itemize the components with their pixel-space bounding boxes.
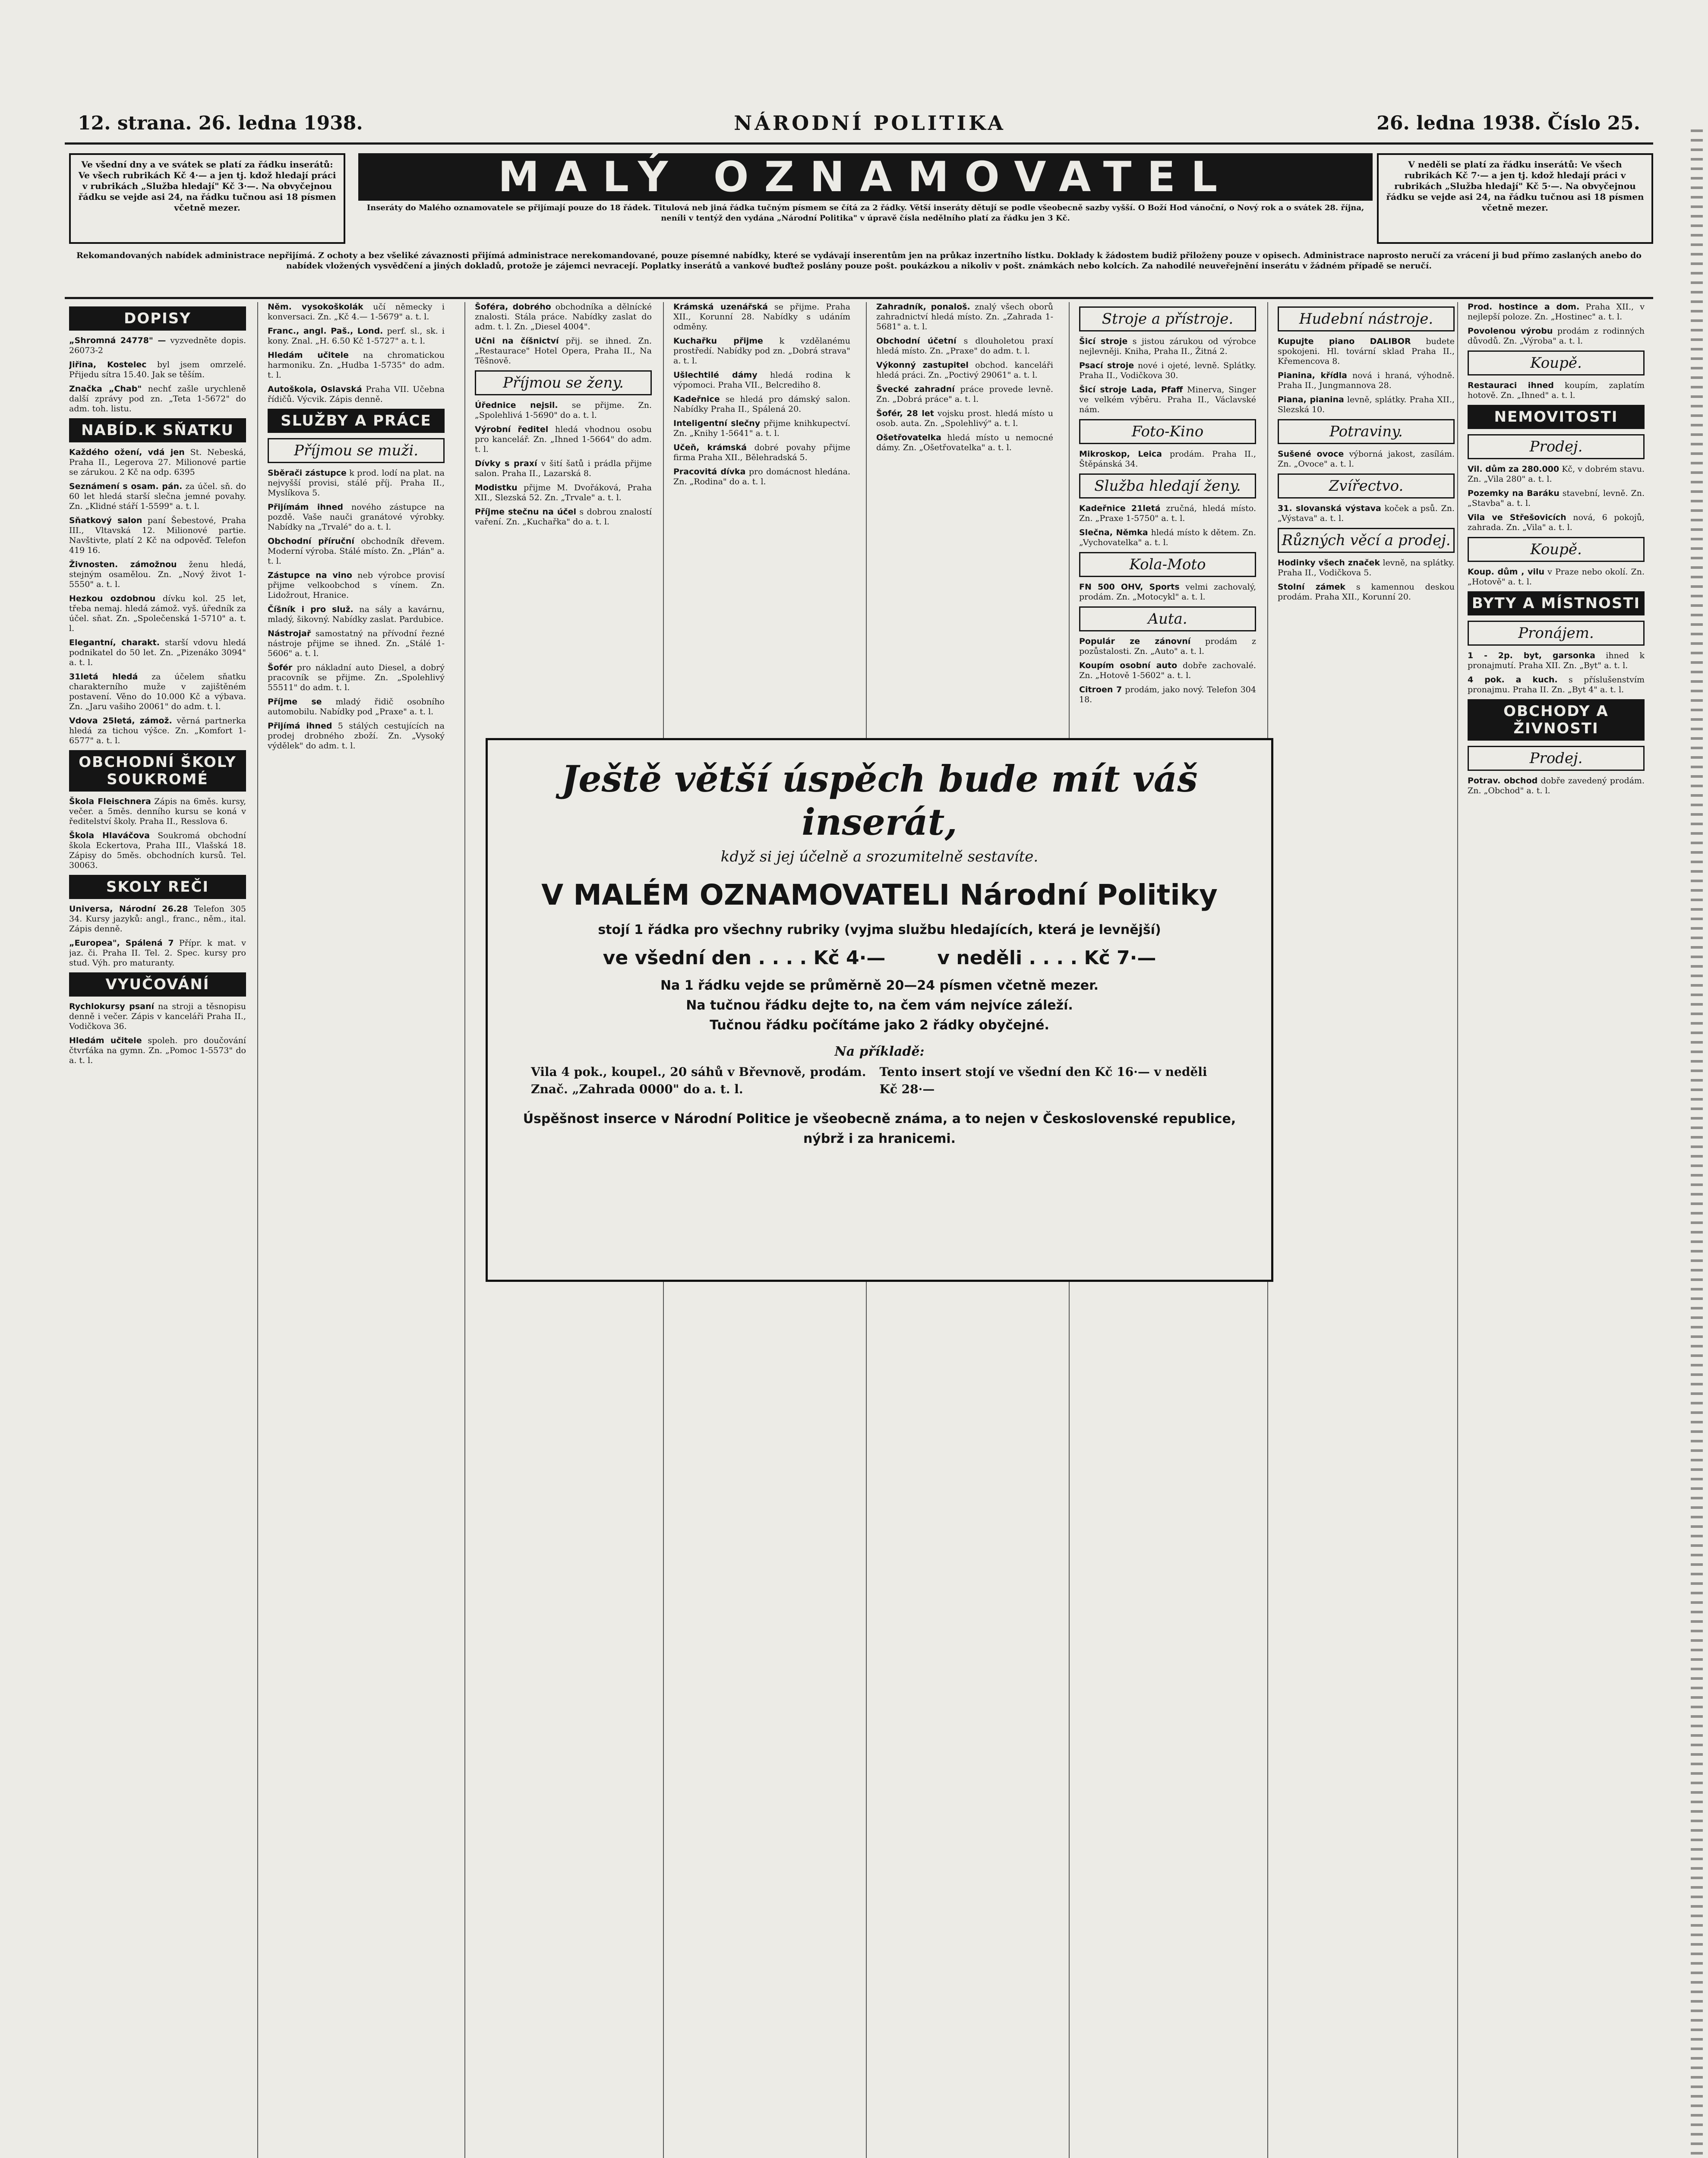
ad-text: St. Nebeská, Praha II., Legerova 27. Milionové partie se zárukou. 2 Kč na odp. 6395 [69,448,246,477]
promo-subheadline: když si jej účelně a srozumitelně sestavíte. [720,848,1039,865]
classified-ad [1278,337,1455,366]
ad-headline: Jiřina, Kostelec [69,360,147,369]
classified-ad [69,1002,246,1032]
classified-ad [1468,381,1645,401]
ad-headline: Sběrači zástupce [268,468,347,478]
classified-ad [69,594,246,634]
rubric-heading: Auta. [1079,606,1256,631]
ad-headline: Každého ožení, vdá jen [69,448,185,457]
classified-ad [1278,558,1455,578]
ad-headline: Rychlokursy psaní [69,1002,155,1011]
ad-text: nová i hraná, výhodně. Praha II., Jungmannova 28. [1278,371,1455,390]
ad-text: dobré povahy přijme firma Praha XII., Bělehradská 5. [673,443,850,462]
classified-ad [1468,651,1645,671]
ad-text: věrná partnerka hledá za tichou výšce. Zn. „Komfort 1-6577" a. t. l. [69,716,246,745]
ad-headline: 1 - 2p. byt, garsonka [1468,651,1595,660]
classified-ad [268,350,445,380]
ad-headline: Pozemky na Baráku [1468,489,1560,498]
ad-headline: Slečna, Němka [1079,528,1148,537]
ad-headline: Zahradník, ponaloš. [876,302,970,312]
classified-ad [1468,513,1645,533]
ad-text: levně, na splátky. Praha II., Vodičkova 5. [1278,558,1455,577]
ad-text: zručná, hledá místo. Zn. „Praxe 1-5750" a. t. l. [1079,504,1256,523]
ad-text: na sály a kavárnu, mladý, šikovný. Nabídky zaslat. Pardubice. [268,605,445,624]
ad-text: spoleh. pro doučování čtvrťáka na gymn. Zn. „Pomoc 1-5573" do a. t. l. [69,1036,246,1065]
classified-ad [475,507,652,527]
classified-ad [69,560,246,590]
ad-text: přijme knihkupectví. Zn. „Knihy 1-5641" a. t. l. [673,419,850,438]
notice-rule [65,297,1653,299]
rubric-heading: Prodej. [1468,434,1645,459]
ad-text: hledá vhodnou osobu pro kancelář. Zn. „Ihned 1-5664" do adm. t. l. [475,425,652,454]
classified-ad [876,385,1053,404]
ad-text: prodám z pozůstalosti. Zn. „Auto" a. t. l. [1079,637,1256,656]
ad-headline: Vila ve Střešovicích [1468,513,1566,522]
classified-ad [876,433,1053,453]
ad-text: hledá místo k dětem. Zn. „Vychovatelka" a. t. l. [1079,528,1256,547]
ad-text: vojsku prost. hledá místo u osob. auta. Zn. „Spolehlivý" a. t. l. [876,409,1053,428]
classified-ad [475,401,652,420]
classified-ad [876,336,1053,356]
classified-ad [1468,464,1645,484]
ad-headline: Pracovitá dívka [673,467,746,476]
ad-column [268,302,445,2158]
ad-headline: „Shromná 24778" — [69,336,166,345]
promo-line: stojí 1 řádka pro všechny rubriky (vyjma službu hledajících, která je levnější) [598,922,1161,937]
ad-text: stavební, levně. Zn. „Stavba" a. t. l. [1468,489,1645,508]
ad-headline: Modistku [475,483,518,492]
newspaper-title: NÁRODNÍ POLITIKA [734,111,1006,135]
classified-ad [1079,361,1256,381]
ad-headline: Nástrojař [268,629,311,638]
ad-headline: Citroen 7 [1079,685,1122,694]
ad-headline: Příjme stečnu na účel [475,507,577,517]
ad-headline: 31letá hledá [69,672,138,681]
promo-title: V MALÉM OZNAMOVATELI Národní Politiky [541,878,1218,912]
classified-ad [1468,302,1645,322]
ad-headline: Učeň, krámská [673,443,747,452]
ad-text: pro nákladní auto Diesel, a dobrý pracovník se přijme. Zn. „Spolehlivý 55511" do adm. t. l. [268,663,445,692]
rubric-heading: DOPISY [69,306,246,331]
ad-headline: 31. slovanská výstava [1278,504,1381,513]
classified-ad [1079,685,1256,705]
ad-text: s dobrou znalostí vaření. Zn. „Kuchařka" do a. t. l. [475,507,652,527]
classified-ad [673,419,850,439]
ad-text: přij. se ihned. Zn. „Restaurace" Hotel Opera, Praha II., Na Těšnově. [475,336,652,366]
rubric-heading: Pronájem. [1468,621,1645,646]
promo-line: Tučnou řádku počítáme jako 2 řádky obyčejné. [710,1018,1049,1033]
classified-ad [475,302,652,332]
classified-ad [268,697,445,717]
ad-text: obchod. kanceláři hledá práci. Zn. „Poctivý 29061" a. t. l. [876,360,1053,380]
example-price: Tento insert stojí ve všední den Kč 16·— v neděli Kč 28·— [879,1065,1207,1096]
ad-headline: Hodinky všech značek [1278,558,1380,568]
ad-text: dívku kol. 25 let, třeba nemaj. hledá zámož. vyš. úředník za účel. sňat. Zn. „Společenská 1-5710" a. t. l. [69,594,246,633]
rubric-heading: NABÍD.K SŇATKU [69,418,246,442]
ad-text: paní Šebestové, Praha III., Vltavská 12. Milionové partie. Navštivte, platí 2 Kč na odpověď. Telefon 419 16. [69,516,246,555]
ad-text: prodám. Praha II., Štěpánská 34. [1079,449,1256,469]
classified-ad [268,385,445,404]
ad-text: Přípr. k mat. v jaz. či. Praha II. Tel. 2. Spec. kursy pro stud. Výh. pro maturanty. [69,938,246,968]
ad-headline: Obchodní účetní [876,336,957,346]
ad-text: hledá místo u nemocné dámy. Zn. „Ošetřovatelka" a. t. l. [876,433,1053,452]
rubric-heading: Foto-Kino [1079,419,1256,444]
classified-ad [268,302,445,322]
classified-ad [268,536,445,566]
classified-ad [1278,371,1455,391]
ad-headline: Příjme se [268,697,322,707]
ad-headline: Povolenou výrobu [1468,326,1553,336]
issue-date-number: 26. ledna 1938. Číslo 25. [1377,112,1640,134]
ad-headline: FN 500 OHV, Sports [1079,582,1180,592]
column-rule [1457,302,1458,2158]
ad-headline: Psací stroje [1079,361,1134,370]
ad-text: znalý všech oborů zahradnictví hledá místo. Zn. „Zahrada 1-5681" a. t. l. [876,302,1053,331]
classified-ad [876,409,1053,429]
classified-ad [69,1036,246,1066]
ad-headline: Prod. hostince a dom. [1468,302,1580,312]
ad-headline: Kuchařku přijme [673,336,763,346]
classified-ad [1468,776,1645,796]
classified-ad [268,571,445,600]
ad-headline: Vil. dům za 280.000 [1468,464,1560,474]
ad-text: neb výrobce provisí přijme velkoobchod s vínem. Zn. Lidožrout, Hranice. [268,571,445,600]
promo-headline: Ještě větší úspěch bude mít váš inserát, [561,757,1198,843]
classified-ad [1079,582,1256,602]
ad-text: nového zástupce na pozdě. Vaše nauči granátové výrobky. Nabídky na „Trvalé" do a. t. l. [268,502,445,532]
ad-text: s příslušenstvím pronajmu. Praha II. Zn. „Byt 4" a. t. l. [1468,675,1645,694]
rubric-heading: Koupě. [1468,537,1645,562]
ad-text: prodám, jako nový. Telefon 304 18. [1079,685,1256,704]
ad-headline: Pianina, křídla [1278,371,1347,380]
classified-ad [69,672,246,712]
ad-headline: Kupujte piano DALIBOR [1278,337,1411,346]
column-rule [464,302,465,2158]
classified-ad [69,336,246,356]
classified-ad [69,831,246,871]
ear-right: V neděli se platí za řádku inserátů: Ve všech rubrikách Kč 7·— a jen tj. kdož hledají práci v rubrikách „Služba hledají" Kč 5·—. Na obvyčejnou řádku se vejde asi 24, na řádku tučnou asi 18 písmen včetně mezer. [1377,153,1653,244]
ad-text: práce provede levně. Zn. „Dobrá práce" a. t. l. [876,385,1053,404]
ad-text: hledá rodina k výpomoci. Praha VII., Belcrediho 8. [673,370,850,390]
section-masthead: MALÝ OZNAMOVATEL [358,153,1373,201]
ad-text: ihned k pronajmutí. Praha XII. Zn. „Byt" a. t. l. [1468,651,1645,670]
ad-text: budete spokojeni. Hl. tovární sklad Praha II., Křemencova 8. [1278,337,1455,366]
rubric-heading: VYUČOVÁNÍ [69,972,246,997]
ad-headline: Úřednice nejsil. [475,401,558,410]
classified-ad [268,721,445,751]
ad-headline: Koupím osobní auto [1079,661,1178,670]
classified-ad [268,605,445,625]
rubric-heading: OBCHODNÍ ŠKOLY SOUKROMÉ [69,750,246,792]
rubric-heading: Příjmou se muži. [268,438,445,463]
rubric-heading: Stroje a přístroje. [1079,306,1256,331]
ad-column [69,302,246,2158]
classified-ad [69,448,246,477]
ad-headline: Universa, Národní 26.28 [69,904,188,914]
ad-headline: Restauraci ihned [1468,381,1554,390]
price-sunday: v neděli . . . . Kč 7·— [937,947,1156,969]
classified-ad [673,336,850,366]
classified-ad [475,459,652,479]
classified-ad [69,482,246,511]
rubric-heading: Prodej. [1468,746,1645,771]
classified-ad [268,326,445,346]
ad-text: se přijme. Praha XII., Korunní 28. Nabídky s udáním odměny. [673,302,850,331]
ad-text: s dlouholetou praxí hledá místo. Zn. „Praxe" do adm. t. l. [876,336,1053,356]
ad-text: koček a psů. Zn. „Výstava" a. t. l. [1278,504,1455,523]
ad-text: koupím, zaplatím hotově. Zn. „Ihned" a. t. l. [1468,381,1645,400]
ad-headline: Hezkou ozdobnou [69,594,156,603]
example-ad: Vila 4 pok., koupel., 20 sáhů v Břevnově, prodám. Znač. „Zahrada 0000" do a. t. l. [531,1065,866,1096]
masthead-rules-text: Inseráty do Malého oznamovatele se přijímají pouze do 18 řádek. Titulová neb jiná řádka tučným písmem se čítá za 2 řádky. Větší inseráty dětují se podle všeobecně sazby vyšší. O Boží Hod vánoční, o Nový rok a o svátek 28. října, neníli v tentýž den vydána „Národní Politika" v úpravě čísla nedělního platí za řádku jen 3 Kč. [366,203,1364,223]
ad-text: samostatný na přívodní řezné nástroje přijme se ihned. Zn. „Stálé 1-5606" a. t. l. [268,629,445,658]
ad-text: dobře zavedený prodám. Zn. „Obchod" a. t. l. [1468,776,1645,795]
classified-ad [69,638,246,668]
promo-line: Na tučnou řádku dejte to, na čem vám nejvíce záleží. [686,998,1073,1013]
rubric-heading: Zvířectvo. [1278,473,1455,498]
classified-ad [1278,582,1455,602]
rubric-heading: Kola-Moto [1079,552,1256,577]
rubric-heading: Služba hledají ženy. [1079,473,1256,498]
classified-ad [69,360,246,380]
ad-headline: Zástupce na vino [268,571,352,580]
ad-text: perf. sl., sk. i kony. Znal. „H. 6.50 Kč 1-5727" a. t. l. [268,326,445,346]
classified-ad [1079,449,1256,469]
rubric-heading: Hudební nástroje. [1278,306,1455,331]
ad-text: nechť zašle urychleně další zprávy pod zn. „Teta 1-5672" do adm. toh. listu. [69,384,246,413]
ad-headline: Šicí stroje Lada, Pfaff [1079,385,1183,394]
ad-headline: Stolní zámek [1278,582,1346,592]
classified-ad [268,502,445,532]
ad-text: byl jsem omrzelé. Přijedu sítra 15.40. Jak se těším. [69,360,246,379]
ad-headline: Sušené ovoce [1278,449,1344,459]
classified-ad [1079,504,1256,524]
classified-ad [69,716,246,746]
ad-headline: Škola Fleischnera [69,797,151,806]
ad-headline: Přijímá ihned [268,721,332,731]
classified-ad [1468,326,1645,346]
rubric-heading: Potraviny. [1278,419,1455,444]
ad-text: velmi zachovalý, prodám. Zn. „Motocykl" a. t. l. [1079,582,1256,602]
ad-headline: Něm. vysokoškolák [268,302,363,312]
ear-left: Ve všední dny a ve svátek se platí za řádku inserátů: Ve všech rubrikách Kč 4·— a jen tj. kdož hledají práci v rubrikách „Služba hledají" Kč 3·—. Na obvyčejnou řádku se vejde asi 24, na řádku tučnou asi 18 písmen včetně mezer. [69,153,345,244]
ad-headline: Mikroskop, Leica [1079,449,1162,459]
ad-headline: Franc., angl. Paš., Lond. [268,326,383,336]
ad-headline: Autoškola, Oslavská [268,385,362,394]
classified-ad [475,483,652,503]
ad-headline: Hledám učitele [268,350,349,360]
classified-ad [1079,661,1256,681]
ad-headline: Populár ze zánovní [1079,637,1191,646]
classified-ad [69,516,246,555]
administration-notice: Rekomandovaných nabídek administrace nepřijímá. Z ochoty a bez všeliké závaznosti přijímá administrace nerekomandované, pouze písemné nabídky, které se vydávají inserentům jen na průkaz inzertního lístku. Doklady k žádostem budiž přiloženy pouze v opisech. Administrace naprosto neručí za vrácení ji bud přímo zaslaných anebo do nabídek vložených vysvědčení a jiných dokladů, protože je zájemci nevracejí. Poplatky inserátů a vankové buďtež poslány pouze pošt. poukázkou a nikoliv v pošt. známkách nebo kolcích. Za nahodilé neuveřejnění inserátu v žádném případě se neručí. [76,251,1642,271]
rubric-heading: SLUŽBY A PRÁCE [268,409,445,433]
classified-ad [1079,637,1256,656]
ad-text: dobře zachovalé. Zn. „Hotově 1-5602" a. t. l. [1079,661,1256,680]
ad-headline: Šoféra, dobrého [475,302,551,312]
ad-headline: Kadeřnice 21letá [1079,504,1161,513]
running-head [78,108,1640,138]
ad-text: nová, 6 pokojů, zahrada. Zn. „Vila" a. t. l. [1468,513,1645,532]
ad-text: Praha XII., v nejlepší poloze. Zn. „Hostinec" a. t. l. [1468,302,1645,322]
column-rule [257,302,258,2158]
ad-headline: Číšník i pro služ. [268,605,354,614]
rubric-heading: Různých věcí a prodej. [1278,528,1455,553]
ad-text: starší vdovu hledá podnikatel do 50 let. Zn. „Pizenáko 3094" a. t. l. [69,638,246,667]
ad-headline: Učni na číšnictví [475,336,559,346]
ad-text: Kč, v dobrém stavu. Zn. „Vila 280" a. t. l. [1468,464,1645,484]
ad-headline: Krámská uzenářská [673,302,768,312]
ad-text: za účel. sň. do 60 let hledá starší slečna jemné povahy. Zn. „Klidné stáří 1-5599" a. t. l. [69,482,246,511]
rubric-heading: NEMOVITOSTI [1468,405,1645,429]
ad-text: pro domácnost hledána. Zn. „Rodina" do a. t. l. [673,467,850,486]
rubric-heading: Příjmou se ženy. [475,370,652,395]
ad-text: s jistou zárukou od výrobce nejlevněji. Kniha, Praha II., Žitná 2. [1079,337,1256,356]
classified-ad [1278,395,1455,415]
ad-text: s kamennou deskou prodám. Praha XII., Korunní 20. [1278,582,1455,602]
ad-headline: Koup. dům , vilu [1468,567,1544,577]
ad-headline: Sňatkový salon [69,516,142,525]
classified-ad [1468,567,1645,587]
ad-text: obchodník dřevem. Moderní výroba. Stálé místo. Zn. „Plán" a. t. l. [268,536,445,566]
ad-text: k vzdělanému prostředí. Nabídky pod zn. „Dobrá strava" a. t. l. [673,336,850,366]
ad-text: na stroji a těsnopisu denně i večer. Zápis v kanceláři Praha II., Vodičkova 36. [69,1002,246,1031]
classified-ad [69,384,246,414]
ad-text: obchodníka a dělnícké znalosti. Stála práce. Nabídky zaslat do adm. t. l. Zn. „Diesel 4004". [475,302,652,331]
price-weekday: ve všední den . . . . Kč 4·— [603,947,886,969]
classified-ad [268,468,445,498]
classified-ad [673,467,850,487]
ad-headline: Seznámení s osam. pán. [69,482,183,491]
promo-line: Na 1 řádku vejde se průměrně 20—24 písmen včetně mezer. [660,978,1099,993]
ad-text: Soukromá obchodní škola Eckertova, Praha III., Vlašská 18. Zápisy do 5měs. obchodních kursů. Tel. 30063. [69,831,246,870]
ad-text: Zápis na 6měs. kursy, večer. a 5měs. denního kursu se koná v ředitelství školy. Praha II., Resslova 6. [69,797,246,826]
example-heading: Na příkladě: [834,1044,925,1059]
ad-text: v šití šatů i prádla přijme salon. Praha II., Lazarská 8. [475,459,652,478]
ad-text: Telefon 305 34. Kursy jazyků: angl., franc., něm., ital. Zápis denně. [69,904,246,934]
ad-text: nové i ojeté, levně. Splátky. Praha II., Vodičkova 30. [1079,361,1256,380]
page-edge [1691,129,1703,2158]
ad-headline: Elegantní, charakt. [69,638,160,647]
classified-ad [876,360,1053,380]
ad-headline: Vdova 25letá, zámož. [69,716,172,726]
ad-headline: Piana, pianina [1278,395,1344,404]
ad-text: prodám z rodinných důvodů. Zn. „Výroba" a. t. l. [1468,326,1645,346]
ad-headline: Kadeřnice [673,394,720,404]
rubric-heading: BYTY A MÍSTNOSTI [1468,591,1645,615]
classified-ad [268,663,445,693]
ad-text: vyzvedněte dopis. 26073-2 [69,336,246,355]
classified-ad [876,302,1053,332]
ad-headline: Značka „Chab" [69,384,142,394]
ad-text: Minerva, Singer ve velkém výběru. Praha II., Václavské nám. [1079,385,1256,414]
rubric-heading: OBCHODY A ŽIVNOSTI [1468,699,1645,741]
ad-text: v Praze nebo okolí. Zn. „Hotově" a. t. l. [1468,567,1645,587]
ad-text: se přijme. Zn. „Spolehlivá 1-5690" do a. t. l. [475,401,652,420]
ad-text: za účelem sňatku charakterního muže v zajištěném postavení. Věno do 10.000 Kč a výbava. Zn. „Jaru vašiho 20061" do adm. t. l. [69,672,246,711]
ad-headline: Inteligentní slečny [673,419,761,428]
classified-ad [1079,385,1256,415]
ad-headline: Výkonný zastupitel [876,360,969,370]
ad-text: Praha VII. Učebna řídičů. Výcvik. Zápis denně. [268,385,445,404]
classified-ad [1079,337,1256,357]
ad-headline: Šofér, 28 let [876,409,934,418]
ad-headline: Šofér [268,663,293,672]
classified-ad [475,336,652,366]
header-rule [65,142,1653,145]
page-number-date: 12. strana. 26. ledna 1938. [78,112,363,134]
ad-text: na chromatickou harmoniku. Zn. „Hudba 1-5735" do adm. t. l. [268,350,445,380]
ad-text: mladý řidič osobního automobilu. Nabídky pod „Praxe" a. t. l. [268,697,445,716]
classified-ad [673,394,850,414]
ad-headline: Dívky s praxí [475,459,537,468]
ad-headline: Ušlechtilé dámy [673,370,758,380]
classified-ad [69,797,246,827]
classified-ad [673,370,850,390]
ad-headline: Potrav. obchod [1468,776,1538,786]
ad-text: levně, splátky. Praha XII., Slezská 10. [1278,395,1455,414]
rubric-heading: SKOLY REČI [69,875,246,899]
ad-headline: Švecké zahradní [876,385,955,394]
classified-ad [268,629,445,659]
ad-text: se hledá pro dámský salon. Nabídky Praha II., Spálená 20. [673,394,850,414]
ad-headline: Přijímám ihned [268,502,343,512]
classified-ad [475,425,652,454]
ad-text: 5 stálých cestujících na prodej drobného zboží. Zn. „Vysoký výdělek" do adm. t. l. [268,721,445,751]
classified-ad [673,443,850,463]
classified-ad [1278,449,1455,469]
ad-headline: 4 pok. a kuch. [1468,675,1558,685]
promo-box [486,738,1273,1282]
classified-ad [1278,504,1455,524]
classified-ad [1468,675,1645,695]
classified-ad [1468,489,1645,508]
classified-ad [69,904,246,934]
ad-headline: Výrobní ředitel [475,425,549,434]
rubric-heading: Koupě. [1468,350,1645,375]
promo-closing: Úspěšnost inserce v Národní Politice je všeobecně známa, a to nejen v Československé republice, nýbrž i za hranicemi. [523,1111,1236,1146]
ad-text: učí německy i konversaci. Zn. „Kč 4.— 1-5679" a. t. l. [268,302,445,322]
ad-headline: Obchodní příruční [268,536,354,546]
ad-headline: Živnosten. zámožnou [69,560,177,569]
ad-column [1468,302,1645,2158]
ad-text: k prod. lodí na plat. na nejvyšší provisi, stálé příj. Praha II., Myslíkova 5. [268,468,445,498]
classified-ad [673,302,850,332]
ad-headline: Hledám učitele [69,1036,142,1045]
classified-ad [1079,528,1256,548]
ad-headline: Šicí stroje [1079,337,1128,346]
ad-headline: „Europea", Spálená 7 [69,938,174,948]
ad-headline: Ošetřovatelka [876,433,941,442]
ad-column [1278,302,1455,2158]
ad-text: ženu hledá, stejným osamělou. Zn. „Nový život 1-5550" a. t. l. [69,560,246,589]
ad-text: výborná jakost, zasílám. Zn. „Ovoce" a. t. l. [1278,449,1455,469]
ad-headline: Škola Hlaváčova [69,831,150,840]
classified-ad [69,938,246,968]
ad-text: přijme M. Dvořáková, Praha XII., Slezská 52. Zn. „Trvale" a. t. l. [475,483,652,502]
